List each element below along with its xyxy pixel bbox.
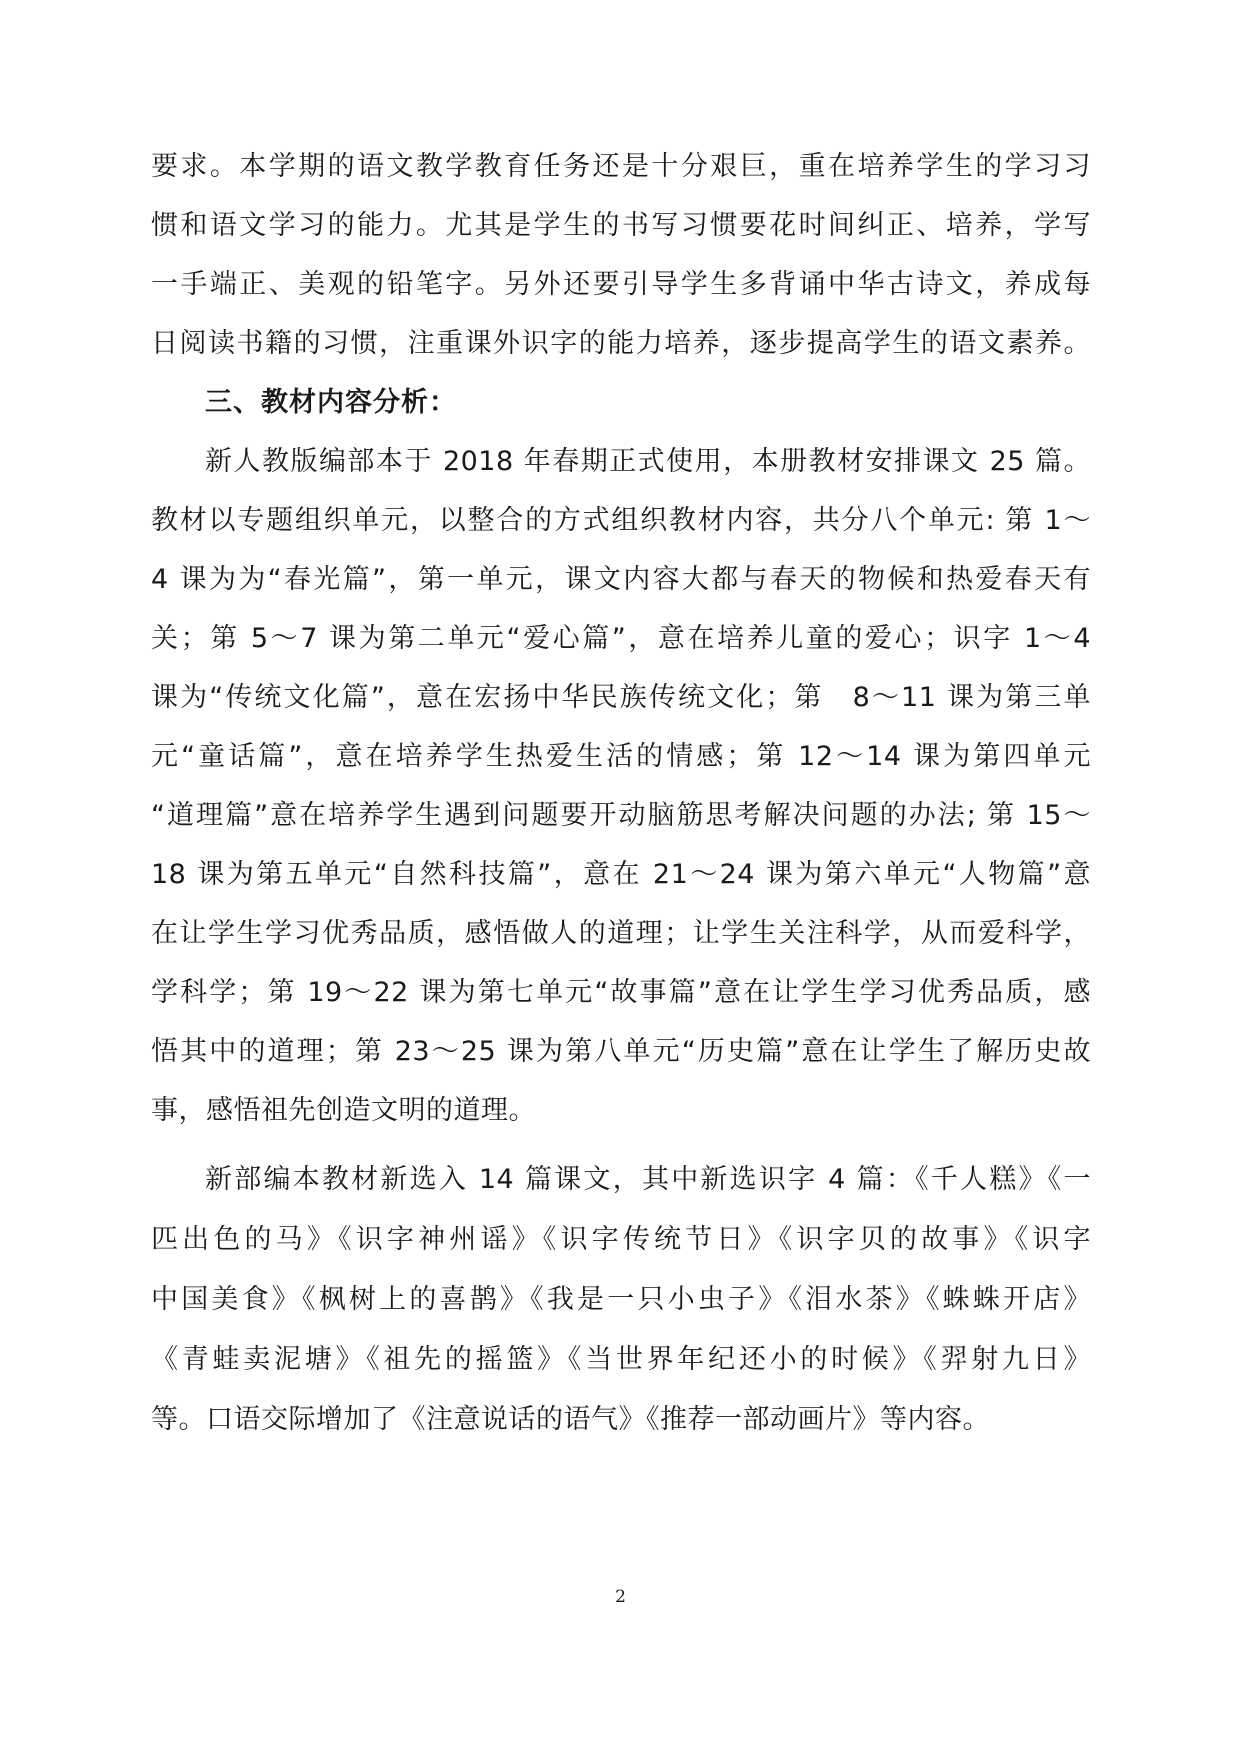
paragraph-2-line-3: 4 课为为“春光篇”，第一单元，课文内容大都与春天的物候和热爱春天有 [151,564,1091,595]
paragraph-3-line-1: 新部编本教材新选入 14 篇课文，其中新选识字 4 篇：《千人糕》《一 [205,1164,1091,1195]
paragraph-2-line-7: “道理篇”意在培养学生遇到问题要开动脑筋思考解决问题的办法; 第 15～ [151,800,1091,831]
paragraph-1-line-4: 日阅读书籍的习惯，注重课外识字的能力培养，逐步提高学生的语文素养。 [151,328,1091,359]
paragraph-2-line-8: 18 课为第五单元“自然科技篇”，意在 21～24 课为第六单元“人物篇”意 [151,859,1091,890]
paragraph-2-line-9: 在让学生学习优秀品质，感悟做人的道理；让学生关注科学，从而爱科学， [151,918,1091,949]
section-heading: 三、教材内容分析： [205,387,457,418]
paragraph-2-line-1: 新人教版编部本于 2018 年春期正式使用，本册教材安排课文 25 篇。 [205,446,1091,477]
paragraph-3-line-2: 匹出色的马》《识字神州谣》《识字传统节日》《识字贝的故事》《识字 [151,1224,1091,1255]
paragraph-2-line-6: 元“童话篇”，意在培养学生热爱生活的情感；第 12～14 课为第四单元 [151,741,1091,772]
paragraph-2-line-10: 学科学；第 19～22 课为第七单元“故事篇”意在让学生学习优秀品质，感 [151,977,1091,1008]
paragraph-2-line-12: 事，感悟祖先创造文明的道理。 [151,1095,536,1126]
paragraph-1-line-1: 要求。本学期的语文教学教育任务还是十分艰巨，重在培养学生的学习习 [151,151,1091,182]
paragraph-2-line-4: 关；第 5～7 课为第二单元“爱心篇”，意在培养儿童的爱心；识字 1～4 [151,623,1091,654]
paragraph-2-line-5: 课为“传统文化篇”，意在宏扬中华民族传统文化；第 8～11 课为第三单 [151,682,1091,713]
page-number: 2 [615,1587,626,1607]
paragraph-3-line-3: 中国美食》《枫树上的喜鹊》《我是一只小虫子》《泪水茶》《蛛蛛开店》 [151,1284,1091,1315]
paragraph-1-line-3: 一手端正、美观的铅笔字。另外还要引导学生多背诵中华古诗文，养成每 [151,269,1091,300]
paragraph-3-line-4: 《青蛙卖泥塘》《祖先的摇篮》《当世界年纪还小的时候》《羿射九日》 [151,1344,1091,1375]
paragraph-1-line-2: 惯和语文学习的能力。尤其是学生的书写习惯要花时间纠正、培养，学写 [151,210,1091,241]
paragraph-3-line-5: 等。口语交际增加了《注意说话的语气》《推荐一部动画片》等内容。 [151,1404,990,1435]
paragraph-2-line-11: 悟其中的道理；第 23～25 课为第八单元“历史篇”意在让学生了解历史故 [151,1036,1091,1067]
paragraph-2-line-2: 教材以专题组织单元，以整合的方式组织教材内容，共分八个单元: 第 1～ [151,505,1091,536]
